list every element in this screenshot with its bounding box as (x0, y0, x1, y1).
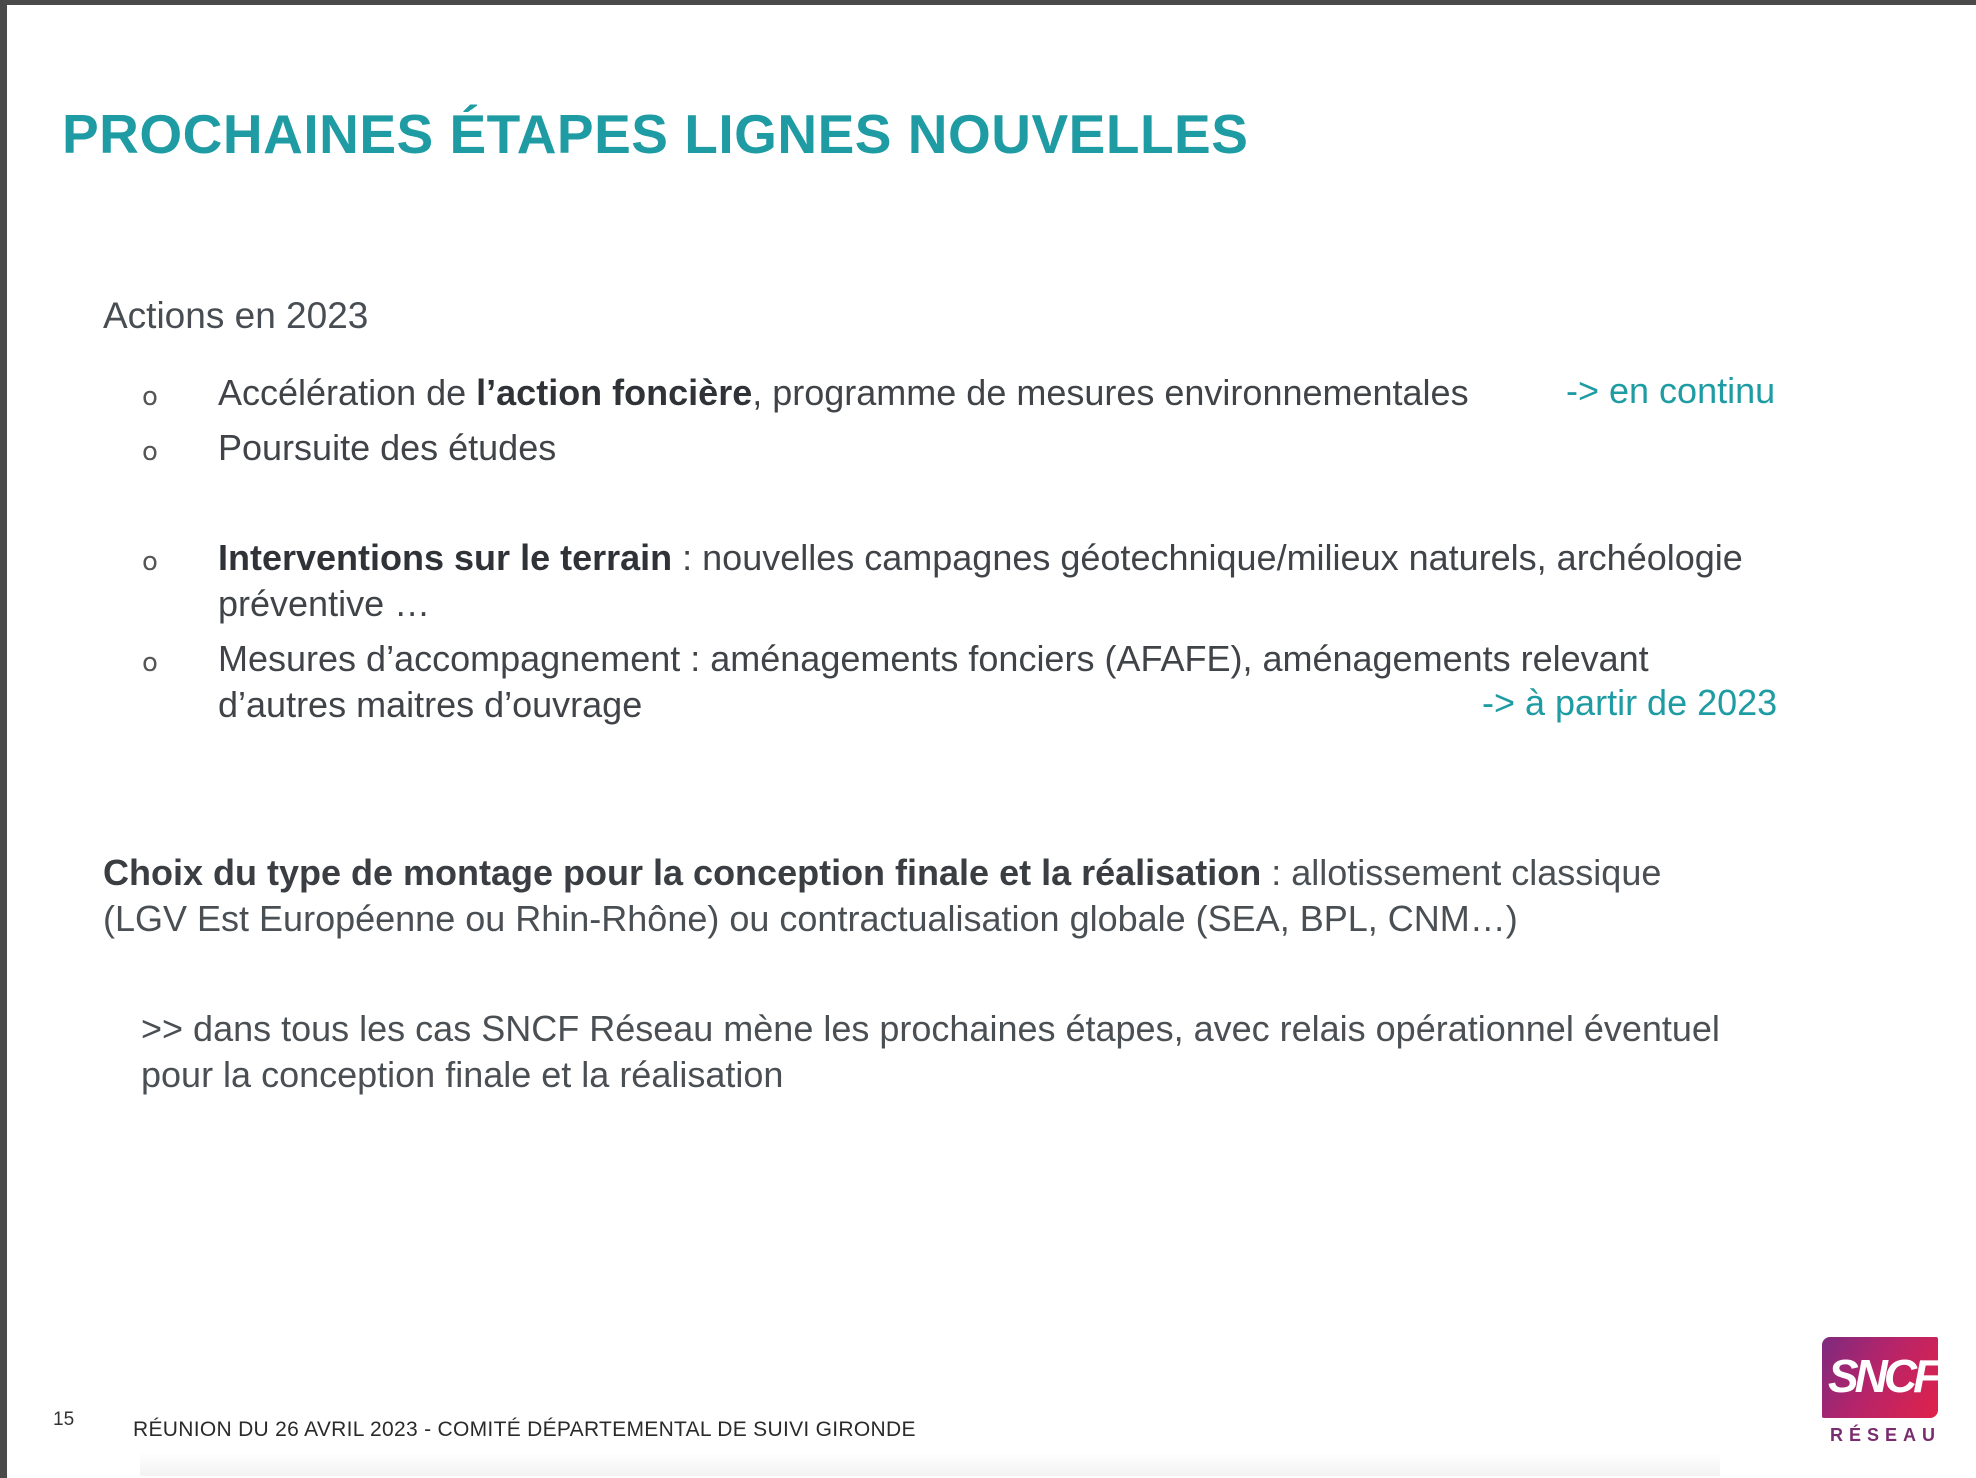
list-item-emphasis: Interventions sur le terrain (218, 537, 673, 578)
list-item-interventions-terrain (218, 535, 1743, 627)
timing-tag-2023: -> à partir de 2023 (1482, 682, 1778, 723)
footer-text: RÉUNION DU 26 AVRIL 2023 - COMITÉ DÉPARTEMENTAL DE SUIVI GIRONDE (133, 1418, 916, 1441)
window-frame-left (0, 0, 7, 1478)
list-item-line: Mesures d’accompagnement : aménagements fonciers (AFAFE), aménagements relevant (218, 638, 1649, 679)
bullet-marker: o (142, 648, 158, 678)
list-item-poursuite-etudes: Poursuite des études (218, 427, 557, 468)
paragraph-text: : allotissement classique (1261, 852, 1662, 893)
window-frame-top (0, 0, 1976, 5)
bullet-marker: o (142, 382, 158, 412)
paragraph-line: >> dans tous les cas SNCF Réseau mène les prochaines étapes, avec relais opérationnel éventuel (141, 1008, 1720, 1049)
footer-shadow (140, 1452, 1720, 1476)
page-number: 15 (53, 1409, 75, 1430)
list-item-action-fonciere (218, 370, 1469, 416)
list-item-text: : nouvelles campagnes géotechnique/milieux naturels, archéologie (672, 537, 1743, 578)
bullet-marker: o (142, 437, 158, 467)
list-item-line (218, 535, 1743, 581)
logo-caption: RÉSEAU (1830, 1425, 1942, 1445)
paragraph-line (103, 850, 1661, 896)
sncf-reseau-logo (1822, 1337, 1942, 1447)
list-item-line: d’autres maitres d’ouvrage (218, 684, 643, 725)
list-item-line: préventive … (218, 583, 431, 624)
bullet-marker: o (142, 547, 158, 577)
paragraph-line: pour la conception finale et la réalisation (141, 1054, 784, 1095)
list-item-emphasis: l’action foncière (476, 372, 753, 413)
montage-paragraph (103, 850, 1661, 942)
list-item-text: Accélération de (218, 372, 477, 413)
logo-background (1822, 1337, 1938, 1418)
paragraph-line: (LGV Est Européenne ou Rhin-Rhône) ou contractualisation globale (SEA, BPL, CNM…) (103, 898, 1518, 939)
paragraph-emphasis: Choix du type de montage pour la conception finale et la réalisation (103, 852, 1262, 893)
list-item-mesures-accompagnement (218, 636, 1649, 728)
conclusion-paragraph (141, 1006, 1720, 1098)
logo-wordmark: SNCF (1828, 1350, 1938, 1402)
section-heading: Actions en 2023 (103, 295, 369, 336)
slide-title: PROCHAINES ÉTAPES LIGNES NOUVELLES (62, 103, 1249, 165)
timing-tag-continu: -> en continu (1566, 370, 1776, 411)
list-item-text: , programme de mesures environnementales (752, 372, 1469, 413)
